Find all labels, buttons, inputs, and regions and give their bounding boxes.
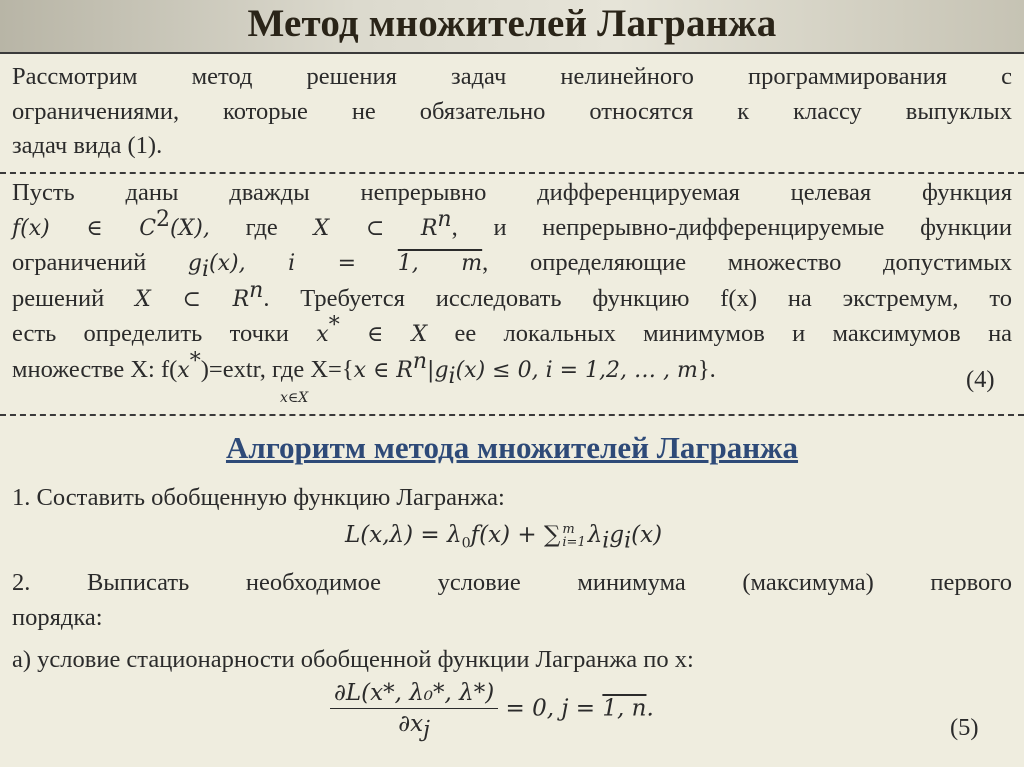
dashed-divider-2 [0,414,1024,416]
title-bar [0,0,1024,52]
intro-paragraph [12,60,1012,164]
problem-line-5: есть определить точки x* ∈ X ее локальных минимумов и максимумов на [12,312,1013,347]
problem-paragraph [12,176,1012,388]
intro-line-1: Рассмотрим метод решения задач нелинейного программирования с [12,63,1012,90]
lagrangian-formula: $L(x,\lambda) = \lambda_0f(x)$ + ∑ m i=1 $\lambda_ig_i(x)$ [345,522,663,554]
stationarity-fraction: $\frac{\text{∂L(x*, λ₀*, λ*)}}{\partial x_j}$ [330,680,498,737]
problem-line-6: множестве X: f(x*)=extr, где X={x ∈ $R^n|g_i(x) \le 0$, i = 1,2, … , m}. [12,348,716,389]
algorithm-heading: Алгоритм метода множителей Лагранжа [225,430,799,465]
equation-number-4: (4) [966,366,995,393]
equation-number-5: (5) [950,714,979,741]
dashed-divider-1 [0,172,1024,174]
problem-line-4: решений X ⊂ $R^n$. Требуется исследовать функцию f(x) на экстремум, то [12,277,1013,312]
title-divider [0,52,1024,54]
intro-line-3: задач вида (1). [12,132,163,159]
problem-line-2: f(x) ∈ $C^2(X)$, где X ⊂ $R^n$, и непрерывно-дифференцируемые функции [12,206,1013,241]
problem-line-1: Пусть даны дважды непрерывно дифференцируемая целевая функция [12,179,1012,206]
step-2-line-1: 2. Выписать необходимое условие минимума (максимума) первого [12,569,1012,596]
step-2a: а) условие стационарности обобщенной функции Лагранжа по x: [12,646,694,673]
stationarity-formula: $\frac{\text{∂L(x*, λ₀*, λ*)}}{\partial x_j}$ = 0, j = 1, n. [330,680,654,737]
step-1: 1. Составить обобщенную функцию Лагранжа: [12,484,505,511]
extr-subscript: x∈X [280,390,309,406]
step-2 [12,566,1012,635]
problem-line-3: ограничений $g_i(x)$, i = 1, m, определяющие множество допустимых [12,249,1013,282]
page-title: Метод множителей Лагранжа [247,2,777,45]
step-2-line-2: порядка: [12,603,103,631]
intro-line-2: ограничениями, которые не обязательно относятся к классу выпуклых [12,97,1012,125]
